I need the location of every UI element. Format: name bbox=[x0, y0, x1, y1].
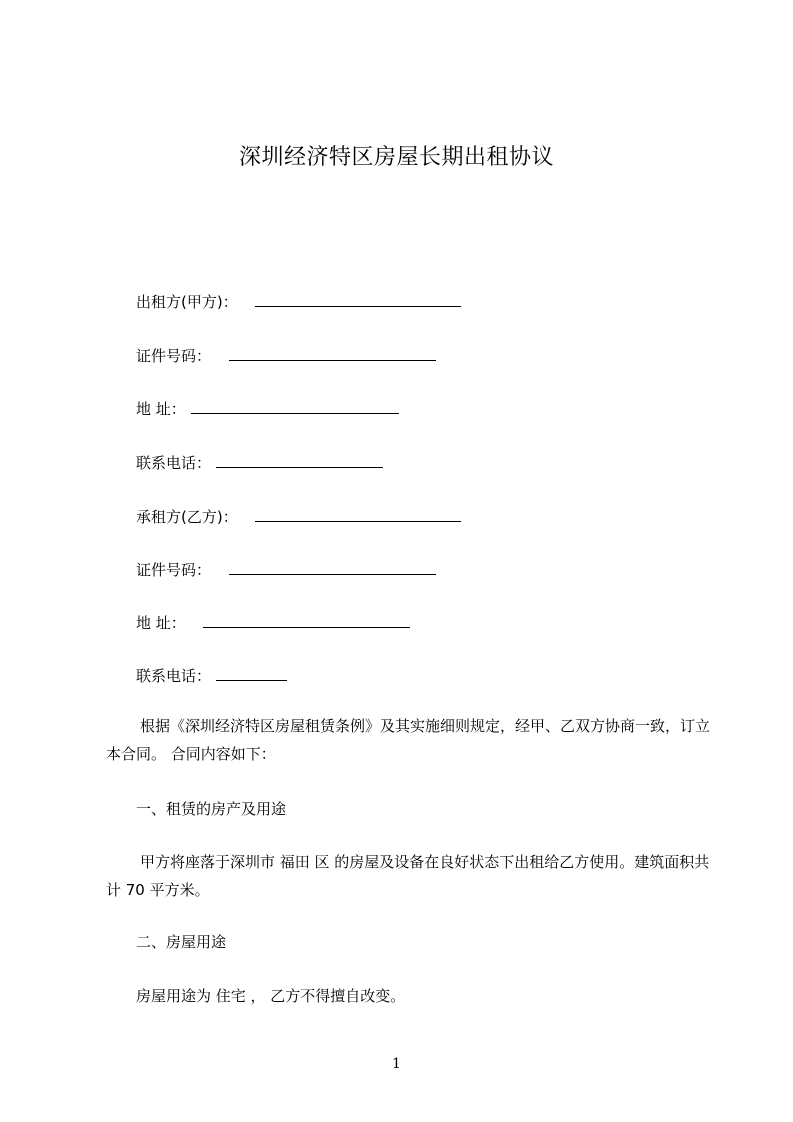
lessee-address-field bbox=[136, 612, 410, 633]
lessor-id-field bbox=[136, 345, 436, 366]
lessee-blank[interactable] bbox=[255, 506, 461, 522]
lessee-phone-field bbox=[136, 665, 287, 686]
section-1-heading: 一、租赁的房产及用途 bbox=[136, 800, 287, 818]
lessee-address-label: 地 址： bbox=[136, 614, 186, 632]
page-number: 1 bbox=[392, 1056, 401, 1072]
section-1-paragraph bbox=[106, 848, 714, 904]
lessee-id-blank[interactable] bbox=[229, 559, 436, 575]
intro-text: 根据《深圳经济特区房屋租赁条例》及其实施细则规定，经甲、乙双方协商一致，订立本合同。 合同内容如下： bbox=[106, 717, 711, 763]
lessee-phone-label: 联系电话： bbox=[136, 667, 212, 685]
lessor-address-field bbox=[136, 398, 399, 419]
intro-paragraph bbox=[106, 712, 714, 768]
lessor-phone-label: 联系电话： bbox=[136, 454, 212, 472]
lessee-label: 承租方(乙方)： bbox=[136, 508, 238, 526]
lessor-phone-blank[interactable] bbox=[216, 452, 383, 468]
section-1-text: 甲方将座落于深圳市 福田 区 的房屋及设备在良好状态下出租给乙方使用。建筑面积共计 70 平方米。 bbox=[106, 853, 710, 899]
lessor-blank[interactable] bbox=[255, 291, 461, 307]
lessee-address-blank[interactable] bbox=[203, 612, 410, 628]
lessee-id-field bbox=[136, 559, 436, 580]
document-title: 深圳经济特区房屋长期出租协议 bbox=[238, 145, 554, 170]
lessor-field bbox=[136, 291, 461, 312]
lessor-address-blank[interactable] bbox=[191, 398, 399, 414]
lessee-phone-blank[interactable] bbox=[216, 665, 287, 681]
lessor-id-label: 证件号码： bbox=[136, 347, 212, 365]
lessee-field bbox=[136, 506, 461, 527]
section-2-heading: 二、房屋用途 bbox=[136, 933, 227, 951]
section-2-text: 房屋用途为 住宅 ， 乙方不得擅自改变。 bbox=[136, 987, 406, 1005]
lessor-id-blank[interactable] bbox=[229, 345, 436, 361]
lessee-id-label: 证件号码： bbox=[136, 561, 212, 579]
lessor-label: 出租方(甲方)： bbox=[136, 293, 238, 311]
lessor-phone-field bbox=[136, 452, 383, 473]
lessor-address-label: 地 址： bbox=[136, 400, 186, 418]
